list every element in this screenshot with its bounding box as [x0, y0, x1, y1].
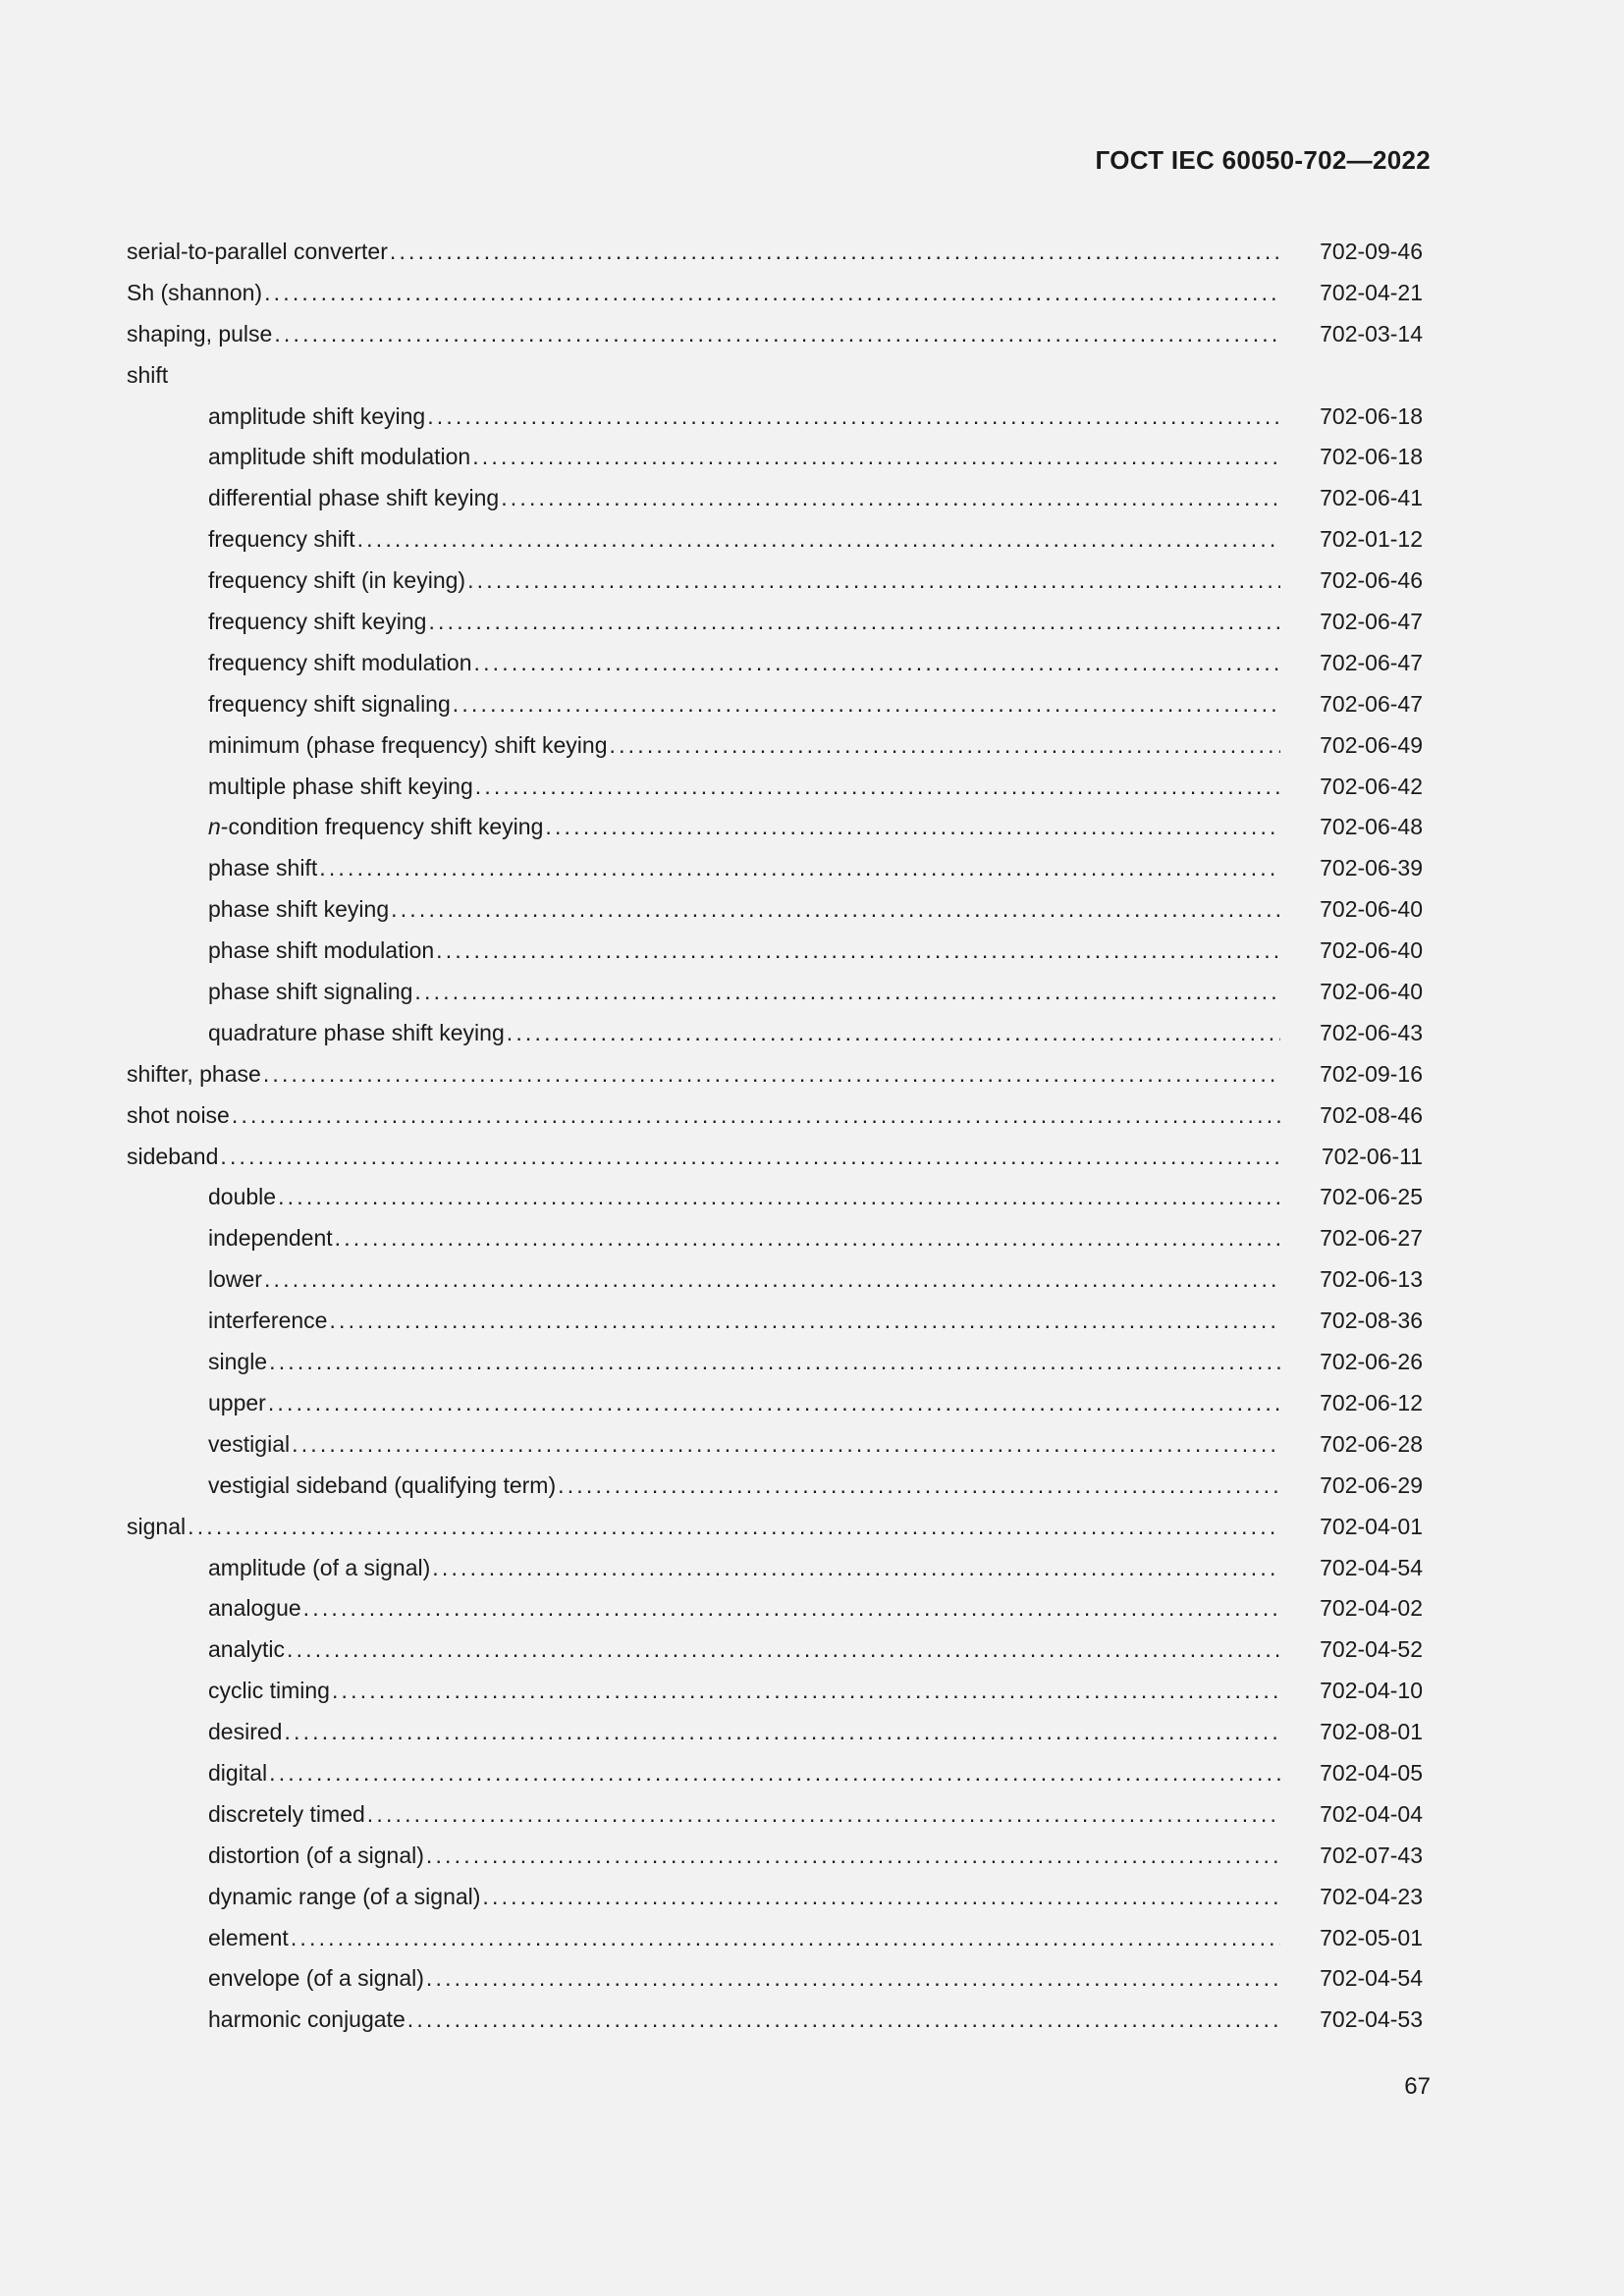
- entry-term: [127, 239, 388, 264]
- entry-term-leader: [208, 1342, 1280, 1383]
- entry-reference-number: 702-04-53: [1320, 2006, 1423, 2033]
- entry-reference-number: 702-06-27: [1320, 1225, 1423, 1252]
- index-entry: [127, 767, 1423, 808]
- entry-term: [208, 1760, 267, 1786]
- entry-term-text: phase shift signaling: [208, 979, 413, 1005]
- entry-term-text: phase shift modulation: [208, 937, 435, 964]
- entry-term: [208, 1842, 424, 1868]
- index-entry: [127, 1753, 1423, 1794]
- entry-term-text: desired: [208, 1719, 283, 1745]
- entry-term-leader: [208, 1466, 1280, 1507]
- entry-term: [208, 1555, 430, 1580]
- entry-term-leader: [208, 848, 1280, 889]
- entry-term: [208, 1266, 262, 1292]
- entry-term: [208, 732, 608, 758]
- entry-term: [208, 1595, 301, 1621]
- entry-term-text: analytic: [208, 1636, 285, 1663]
- entry-term-leader: [208, 1794, 1280, 1836]
- entry-reference-number: 702-04-05: [1320, 1759, 1423, 1786]
- entry-term-leader: [208, 972, 1280, 1013]
- entry-term-text: -condition frequency shift keying: [220, 814, 544, 840]
- entry-term: [208, 1184, 276, 1209]
- entry-term-text: phase shift: [208, 855, 318, 881]
- entry-term-text: amplitude shift modulation: [208, 444, 471, 470]
- entry-term: [208, 650, 472, 675]
- entry-term: [208, 1349, 267, 1374]
- index-entry: [127, 1342, 1423, 1383]
- entry-reference-number: 702-08-46: [1320, 1101, 1423, 1128]
- entry-term-text: amplitude shift keying: [208, 402, 426, 429]
- index-entry: [127, 889, 1423, 931]
- index-entry: [127, 1794, 1423, 1836]
- index-entry: [127, 1958, 1423, 2000]
- entry-reference-number: 702-06-40: [1320, 937, 1423, 964]
- entry-term-leader: [208, 1218, 1280, 1259]
- entry-reference-number: 702-06-46: [1320, 567, 1423, 594]
- entry-reference-number: 702-06-47: [1320, 649, 1423, 675]
- entry-term: [127, 321, 272, 347]
- entry-term-leader: [208, 725, 1280, 767]
- index-entry: [127, 1836, 1423, 1877]
- entry-term: [208, 1225, 333, 1251]
- entry-reference-number: 702-06-26: [1320, 1349, 1423, 1375]
- entry-reference-number: 702-06-11: [1321, 1143, 1423, 1169]
- entry-term: [208, 444, 470, 469]
- entry-term-text: signal: [127, 1513, 187, 1539]
- index-entry: [127, 1259, 1423, 1301]
- entry-term: [208, 1472, 556, 1498]
- entry-term: [208, 1925, 289, 1950]
- index-entry: [127, 355, 1423, 397]
- index-entry: [127, 519, 1423, 561]
- entry-term: [208, 691, 451, 717]
- entry-term-text: minimum (phase frequency) shift keying: [208, 731, 608, 758]
- entry-term-leader: [208, 1383, 1280, 1424]
- entry-reference-number: 702-06-40: [1320, 896, 1423, 923]
- entry-reference-number: 702-06-41: [1320, 485, 1423, 511]
- entry-term-text: interference: [208, 1308, 328, 1334]
- index-entry: [127, 1671, 1423, 1712]
- entry-term: [208, 896, 389, 922]
- entry-term-leader: [208, 397, 1280, 438]
- entry-reference-number: 702-06-40: [1320, 979, 1423, 1005]
- entry-term-leader: [208, 561, 1280, 602]
- entry-term-leader: [208, 1753, 1280, 1794]
- entry-term-leader: [208, 478, 1280, 519]
- index-entry: [127, 437, 1423, 478]
- entry-reference-number: 702-06-25: [1320, 1184, 1423, 1210]
- index-entry: [127, 273, 1423, 314]
- entry-term-leader: [127, 1054, 1280, 1095]
- index-entry: [127, 1507, 1423, 1548]
- entry-term-italic: n: [208, 814, 221, 840]
- entry-reference-number: 702-04-23: [1320, 1883, 1423, 1909]
- index-entry: [127, 1137, 1423, 1178]
- entry-term: [208, 1678, 330, 1703]
- index-entry: [127, 725, 1423, 767]
- entry-term: [208, 2006, 406, 2032]
- index-entry: [127, 1054, 1423, 1095]
- entry-reference-number: 702-06-47: [1320, 609, 1423, 635]
- entry-term: [208, 855, 317, 881]
- entry-reference-number: 702-04-01: [1320, 1513, 1423, 1539]
- entry-term-text: differential phase shift keying: [208, 485, 500, 511]
- entry-term-leader: [208, 1588, 1280, 1629]
- entry-reference-number: 702-06-43: [1320, 1019, 1423, 1045]
- index-entry: [127, 684, 1423, 725]
- entry-term-leader: [208, 1836, 1280, 1877]
- entry-term-text: discretely timed: [208, 1800, 365, 1827]
- index-entry: [127, 397, 1423, 438]
- entry-reference-number: 702-05-01: [1320, 1924, 1423, 1950]
- entry-reference-number: 702-03-14: [1320, 320, 1423, 347]
- index-entry: [127, 1013, 1423, 1054]
- entry-term-text: amplitude (of a signal): [208, 1554, 431, 1580]
- entry-term: [127, 362, 168, 388]
- entry-term: [208, 609, 426, 634]
- entry-term-leader: [208, 602, 1280, 643]
- index-entry: [127, 1466, 1423, 1507]
- entry-term: [208, 814, 543, 839]
- entry-reference-number: 702-06-42: [1320, 773, 1423, 799]
- entry-term-text: element: [208, 1924, 289, 1950]
- index-entry: [127, 1424, 1423, 1466]
- entry-term-text: upper: [208, 1389, 266, 1415]
- entry-reference-number: 702-04-54: [1320, 1554, 1423, 1580]
- entry-term-leader: [208, 519, 1280, 561]
- entry-term-text: dynamic range (of a signal): [208, 1883, 481, 1909]
- entry-reference-number: 702-09-46: [1320, 239, 1423, 264]
- entry-term: [208, 1308, 327, 1333]
- index-entry: [127, 972, 1423, 1013]
- entry-term: [208, 1801, 365, 1827]
- entry-term: [208, 567, 465, 593]
- entry-term-leader: [208, 889, 1280, 931]
- index-entry: [127, 1301, 1423, 1342]
- entry-term-text: analogue: [208, 1595, 301, 1622]
- index-entry: [127, 1548, 1423, 1589]
- index-entry: [127, 602, 1423, 643]
- entry-term: [127, 280, 262, 305]
- entry-reference-number: 702-08-01: [1320, 1719, 1423, 1745]
- entry-term-text: digital: [208, 1759, 268, 1786]
- entry-reference-number: 702-01-12: [1320, 526, 1423, 553]
- entry-reference-number: 702-06-18: [1320, 444, 1423, 470]
- entry-term-leader: [127, 273, 1280, 314]
- entry-term-leader: [208, 931, 1280, 972]
- index-entry: [127, 1918, 1423, 1959]
- entry-term-leader: [208, 437, 1280, 478]
- entry-term-leader: [208, 1671, 1280, 1712]
- entry-reference-number: 702-07-43: [1320, 1842, 1423, 1868]
- entry-term-text: vestigial: [208, 1430, 291, 1457]
- entry-reference-number: 702-06-29: [1320, 1471, 1423, 1498]
- entry-term: [208, 485, 499, 510]
- entry-term: [127, 1144, 218, 1169]
- entry-term-leader: [208, 1958, 1280, 2000]
- entry-term-leader: [208, 1013, 1280, 1054]
- term-index: [127, 232, 1423, 2041]
- entry-term: [208, 1884, 480, 1909]
- index-entry: [127, 1712, 1423, 1753]
- index-entry: [127, 931, 1423, 972]
- index-entry: [127, 478, 1423, 519]
- index-entry: [127, 1629, 1423, 1671]
- entry-term-text: sideband: [127, 1143, 219, 1169]
- entry-term-text: shift: [127, 361, 169, 388]
- entry-term-leader: [208, 2000, 1280, 2041]
- index-entry: [127, 807, 1423, 848]
- entry-reference-number: 702-06-39: [1320, 855, 1423, 881]
- entry-term-leader: [208, 1301, 1280, 1342]
- index-entry: [127, 561, 1423, 602]
- entry-term-leader: [208, 767, 1280, 808]
- entry-term-leader: [208, 1424, 1280, 1466]
- entry-reference-number: 702-06-47: [1320, 690, 1423, 717]
- entry-term-text: frequency shift: [208, 526, 355, 553]
- entry-term-text: lower: [208, 1266, 262, 1293]
- entry-term-leader: [208, 807, 1280, 848]
- index-entry: [127, 1588, 1423, 1629]
- entry-term-text: independent: [208, 1225, 333, 1252]
- entry-term-text: shifter, phase: [127, 1060, 261, 1087]
- entry-term: [127, 1514, 186, 1539]
- entry-term-leader: [127, 314, 1280, 355]
- entry-term-leader: [208, 1877, 1280, 1918]
- entry-term: [208, 1965, 424, 1991]
- entry-reference-number: 702-06-12: [1320, 1389, 1423, 1415]
- entry-term-text: shaping, pulse: [127, 320, 273, 347]
- entry-term: [208, 1636, 285, 1662]
- entry-term-text: distortion (of a signal): [208, 1842, 424, 1868]
- entry-term-leader: [208, 1177, 1280, 1218]
- entry-term-text: Sh (shannon): [127, 279, 263, 305]
- entry-reference-number: 702-04-52: [1320, 1636, 1423, 1663]
- index-entry: [127, 1383, 1423, 1424]
- entry-term-leader: [127, 1095, 1280, 1137]
- entry-term-text: frequency shift modulation: [208, 649, 472, 675]
- entry-reference-number: 702-04-10: [1320, 1678, 1423, 1704]
- entry-term: [208, 937, 434, 963]
- entry-reference-number: 702-04-54: [1320, 1965, 1423, 1992]
- entry-term: [208, 1020, 505, 1045]
- entry-term-text: double: [208, 1184, 277, 1210]
- index-entry: [127, 848, 1423, 889]
- entry-term-text: shot noise: [127, 1101, 230, 1128]
- entry-reference-number: 702-04-04: [1320, 1800, 1423, 1827]
- entry-term-leader: [208, 684, 1280, 725]
- entry-term: [127, 1102, 230, 1128]
- document-header: ГОСТ IEC 60050-702—2022: [1095, 145, 1431, 175]
- entry-term: [127, 1061, 261, 1087]
- index-entry: [127, 232, 1423, 273]
- entry-term: [208, 403, 425, 429]
- entry-term-leader: [208, 643, 1280, 684]
- entry-term: [208, 1719, 282, 1744]
- index-entry: [127, 1177, 1423, 1218]
- entry-term: [208, 979, 412, 1004]
- entry-term-text: serial-to-parallel converter: [127, 239, 388, 264]
- entry-term-leader: [208, 1259, 1280, 1301]
- entry-term-text: frequency shift signaling: [208, 690, 451, 717]
- entry-reference-number: 702-06-48: [1320, 814, 1423, 840]
- page-number: 67: [1404, 2073, 1431, 2100]
- entry-term-leader: [127, 232, 1280, 273]
- entry-term-leader: [208, 1548, 1280, 1589]
- entry-term-leader: [208, 1629, 1280, 1671]
- entry-term-text: frequency shift keying: [208, 609, 427, 635]
- entry-term: [208, 1431, 290, 1457]
- index-entry: [127, 1877, 1423, 1918]
- entry-term-text: envelope (of a signal): [208, 1965, 424, 1992]
- entry-reference-number: 702-06-18: [1320, 402, 1423, 429]
- entry-term-text: vestigial sideband (qualifying term): [208, 1471, 557, 1498]
- entry-reference-number: 702-09-16: [1320, 1060, 1423, 1087]
- entry-term-text: cyclic timing: [208, 1678, 330, 1704]
- index-entry: [127, 643, 1423, 684]
- entry-reference-number: 702-06-13: [1320, 1266, 1423, 1293]
- entry-term: [208, 526, 355, 552]
- entry-term-leader: [127, 355, 1280, 397]
- entry-reference-number: 702-08-36: [1320, 1308, 1423, 1334]
- entry-term-text: frequency shift (in keying): [208, 567, 466, 594]
- entry-reference-number: 702-04-02: [1320, 1595, 1423, 1622]
- entry-term: [208, 1390, 266, 1415]
- index-entry: [127, 314, 1423, 355]
- entry-reference-number: 702-06-49: [1320, 731, 1423, 758]
- entry-term-leader: [208, 1918, 1280, 1959]
- entry-term: [208, 774, 473, 799]
- entry-term-leader: [127, 1137, 1280, 1178]
- entry-term-text: single: [208, 1349, 268, 1375]
- entry-term-leader: [208, 1712, 1280, 1753]
- entry-term-text: quadrature phase shift keying: [208, 1019, 505, 1045]
- index-entry: [127, 2000, 1423, 2041]
- entry-reference-number: 702-04-21: [1320, 279, 1423, 305]
- entry-term-leader: [127, 1507, 1280, 1548]
- index-entry: [127, 1095, 1423, 1137]
- entry-term-text: multiple phase shift keying: [208, 773, 473, 799]
- entry-term-text: harmonic conjugate: [208, 2006, 406, 2033]
- entry-term-text: phase shift keying: [208, 896, 390, 923]
- entry-reference-number: 702-06-28: [1320, 1430, 1423, 1457]
- index-entry: [127, 1218, 1423, 1259]
